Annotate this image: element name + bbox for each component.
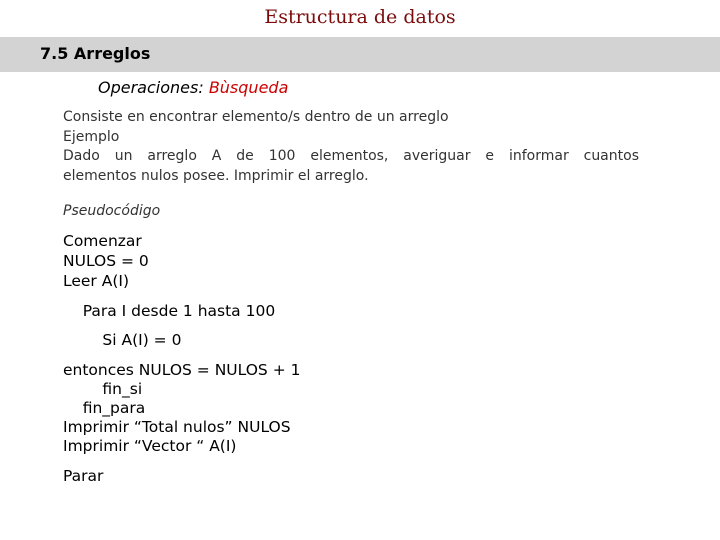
code-line: Leer A(I) [63,272,130,290]
subtitle [98,78,288,97]
code-line: Si A(I) = 0 [63,331,182,349]
code-line: Parar [63,467,104,485]
description-line: Consiste en encontrar elemento/s dentro de un arreglo [63,109,449,125]
subtitle-prefix: Operaciones: [98,78,209,97]
page-title: Estructura de datos [264,6,456,28]
code-line: Comenzar [63,232,142,250]
code-line: fin_si [63,380,143,398]
description [63,108,639,186]
code-line: entonces NULOS = NULOS + 1 [63,361,301,379]
pseudocode-label: Pseudocódigo [63,203,161,219]
description-line: elementos nulos posee. Imprimir el arreglo. [63,167,369,184]
code-line: Para I desde 1 hasta 100 [63,302,276,320]
code-line: Imprimir “Vector “ A(I) [63,437,237,455]
code-line: Imprimir “Total nulos” NULOS [63,418,291,436]
description-line: Ejemplo [63,128,120,145]
code-line: fin_para [63,399,146,417]
section-title: 7.5 Arreglos [40,44,151,63]
description-line: Dado un arreglo A de 100 elementos, averiguar e informar cuantos [63,148,639,164]
subtitle-accent: Bùsqueda [208,78,289,97]
code-line: NULOS = 0 [63,252,149,270]
